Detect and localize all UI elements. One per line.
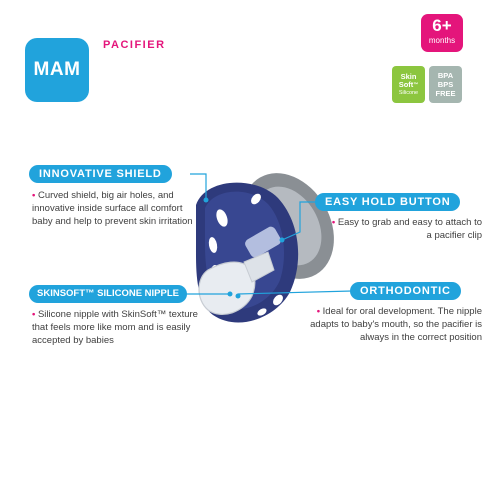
bpa-free-badge <box>429 66 462 103</box>
easy-hold-button-description <box>330 216 482 242</box>
description-text: Ideal for oral development. The nipple adapts to baby's mouth, so the pacifier is always in the correct position <box>310 306 482 343</box>
orthodontic-description <box>300 305 482 344</box>
skinsoft-silicone-badge <box>392 66 425 103</box>
logo-text: MAM <box>33 59 81 80</box>
badge-line: FREE <box>435 89 456 98</box>
skinsoft-nipple-description <box>32 308 212 347</box>
bullet-icon: • <box>32 309 36 320</box>
age-unit: months <box>428 36 456 45</box>
innovative-shield-label: INNOVATIVE SHIELD <box>29 165 172 183</box>
dot-nipple <box>228 292 233 297</box>
skinsoft-nipple-label: SKINSOFT™ SILICONE NIPPLE <box>29 285 187 303</box>
age-value: 6+ <box>432 16 452 35</box>
badge-line: Skin <box>400 71 417 81</box>
bullet-icon: • <box>316 306 321 317</box>
dot-button <box>280 238 285 243</box>
orthodontic-label: ORTHODONTIC <box>350 282 461 300</box>
dot-ortho <box>236 294 241 299</box>
product-category: PACIFIER <box>103 39 166 51</box>
bullet-icon: • <box>331 217 336 228</box>
badge-line: BPA <box>437 71 454 80</box>
description-text: Silicone nipple with SkinSoft™ texture that feels more like mom and is easily accepted by babies <box>32 309 198 346</box>
easy-hold-button-label: EASY HOLD BUTTON <box>315 193 460 211</box>
dot-shield <box>204 198 209 203</box>
age-badge <box>421 14 463 52</box>
description-text: Curved shield, big air holes, and innovative inside surface all comfort baby and help to prevent skin irritation <box>32 190 193 227</box>
badge-line: BPS <box>437 80 454 89</box>
mam-logo <box>25 38 89 102</box>
badge-line: Silicone <box>398 89 419 96</box>
bullet-icon: • <box>32 190 36 201</box>
innovative-shield-description <box>32 189 197 228</box>
badge-line: Soft <box>398 79 414 89</box>
trademark-mark: ™ <box>413 81 419 88</box>
description-text: Easy to grab and easy to attach to a pacifier clip <box>337 217 482 241</box>
